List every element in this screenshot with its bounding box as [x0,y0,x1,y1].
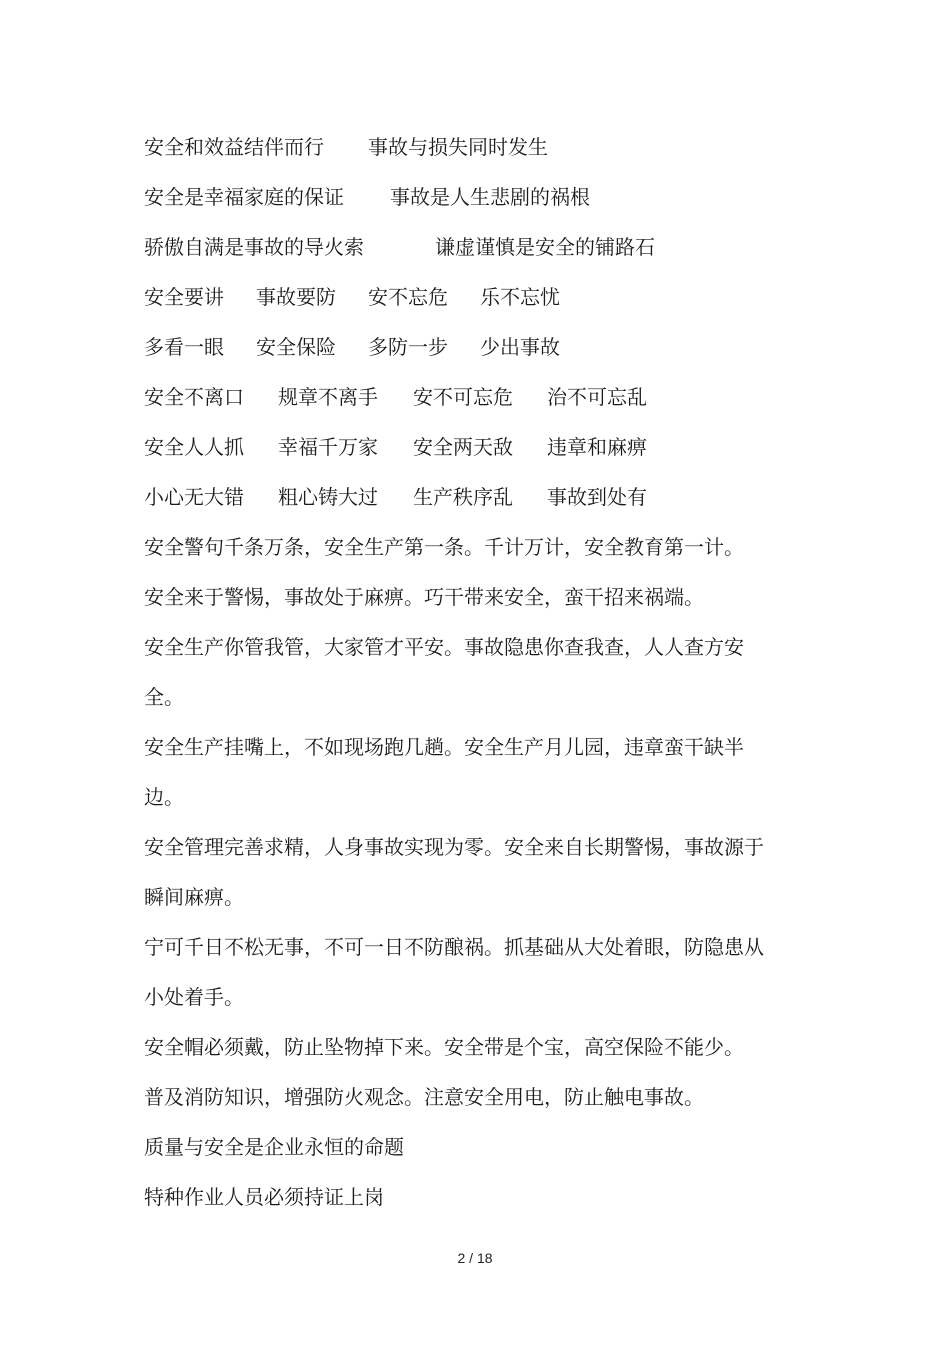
slogan-phrase: 违章和麻痹 [547,435,647,459]
slogan-phrase: 生产秩序乱 [413,485,513,509]
slogan-pair-line [144,172,784,222]
slogan-phrase: 小心无大错 [144,485,244,509]
slogan-paragraph: 安全生产挂嘴上，不如现场跑几趟。安全生产月儿园，违章蛮干缺半边。 [144,735,744,809]
slogan-paragraph: 质量与安全是企业永恒的命题 [144,1135,404,1159]
slogan-phrase: 安全是幸福家庭的保证 [144,185,344,209]
slogan-phrase: 多防一步 [368,335,448,359]
slogan-phrase: 多看一眼 [144,335,224,359]
slogan-phrase: 安不忘危 [368,285,448,309]
slogan-pair-line [144,222,784,272]
slogan-quad-line [144,372,784,422]
page-number: 2 / 18 [457,1250,493,1266]
slogan-pair-line [144,122,784,172]
slogan-body [144,122,784,1222]
slogan-paragraph: 特种作业人员必须持证上岗 [144,1185,384,1209]
slogan-phrase: 骄傲自满是事故的导火索 [144,235,364,259]
slogan-phrase: 事故到处有 [547,485,647,509]
slogan-phrase: 治不可忘乱 [547,385,647,409]
slogan-phrase: 粗心铸大过 [278,485,378,509]
slogan-phrase: 少出事故 [480,335,560,359]
slogan-phrase: 安全和效益结伴而行 [144,135,324,159]
slogan-paragraph: 安全管理完善求精，人身事故实现为零。安全来自长期警惕，事故源于瞬间麻痹。 [144,835,764,909]
slogan-paragraph: 普及消防知识，增强防火观念。注意安全用电，防止触电事故。 [144,1085,704,1109]
slogan-paragraph: 安全警句千条万条，安全生产第一条。千计万计，安全教育第一计。 [144,535,744,559]
slogan-phrase: 规章不离手 [278,385,378,409]
slogan-phrase: 幸福千万家 [278,435,378,459]
slogan-phrase: 安全不离口 [144,385,244,409]
slogan-phrase: 安全要讲 [144,285,224,309]
slogan-phrase: 谦虚谨慎是安全的铺路石 [435,235,655,259]
slogan-quad-line [144,472,784,522]
slogan-quad-line [144,422,784,472]
slogan-paragraph: 宁可千日不松无事，不可一日不防酿祸。抓基础从大处着眼，防隐患从小处着手。 [144,935,764,1009]
slogan-phrase: 安不可忘危 [413,385,513,409]
slogan-paragraph: 安全来于警惕，事故处于麻痹。巧干带来安全，蛮干招来祸端。 [144,585,704,609]
slogan-quad-line [144,272,784,322]
slogan-phrase: 安全保险 [256,335,336,359]
slogan-quad-line [144,322,784,372]
slogan-phrase: 事故要防 [256,285,336,309]
slogan-paragraph: 安全帽必须戴，防止坠物掉下来。安全带是个宝，高空保险不能少。 [144,1035,744,1059]
slogan-phrase: 事故是人生悲剧的祸根 [390,185,590,209]
slogan-phrase: 安全人人抓 [144,435,244,459]
slogan-phrase: 事故与损失同时发生 [368,135,548,159]
slogan-phrase: 乐不忘忧 [480,285,560,309]
slogan-phrase: 安全两天敌 [413,435,513,459]
slogan-paragraph: 安全生产你管我管，大家管才平安。事故隐患你查我查，人人查方安全。 [144,635,744,709]
